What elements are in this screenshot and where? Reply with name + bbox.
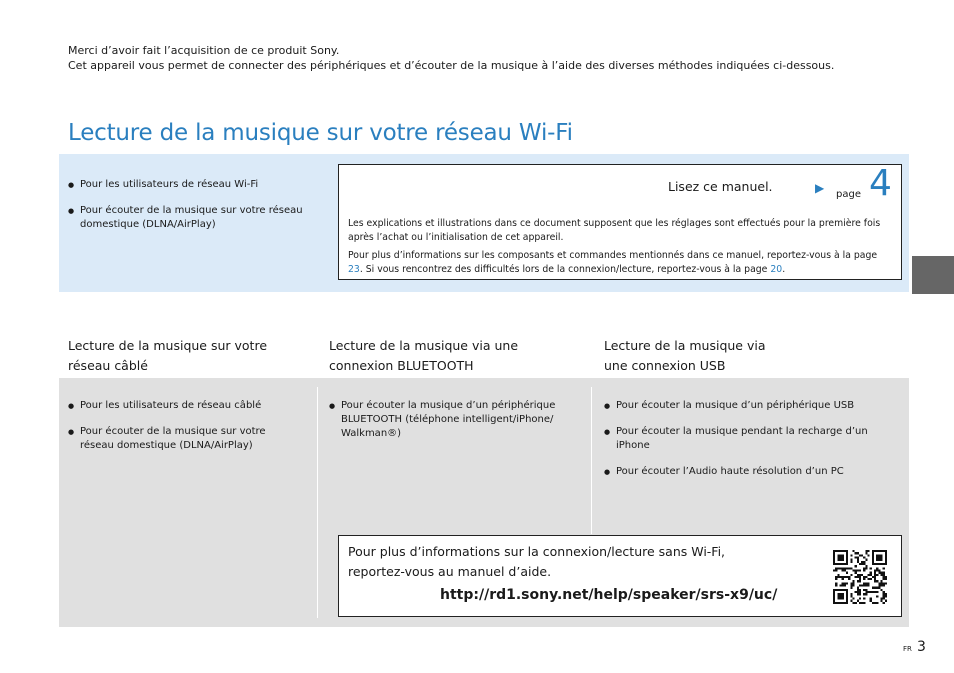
help-description [348, 542, 725, 582]
heading-line: connexion BLUETOOTH [329, 358, 474, 373]
list-item: ● Pour écouter la musique d’un périphérique BLUETOOTH (téléphone intelligent/iPhone/ Walkman®) [329, 399, 569, 441]
list-item: ● Pour écouter de la musique sur votre réseau domestique (DLNA/AirPlay) [68, 204, 323, 232]
manual-paragraph-2 [348, 249, 888, 277]
paragraph-text: Pour plus d’informations sur les composants et commandes mentionnés dans ce manuel, reportez-vous à la page [348, 250, 878, 261]
side-tab-marker [912, 256, 954, 294]
help-guide-box [338, 535, 902, 617]
paragraph-text: . Si vous rencontrez des difficultés lors de la connexion/lecture, reportez-vous à la page [359, 264, 771, 275]
qr-code-icon[interactable] [833, 550, 887, 604]
usb-bullet-list [604, 399, 889, 491]
help-line: reportez-vous au manuel d’aide. [348, 564, 552, 579]
wired-bullet-list [68, 399, 300, 465]
page-number: 4 [869, 163, 892, 204]
manual-reference-box [338, 164, 902, 280]
column-divider [317, 387, 318, 618]
heading-line: réseau câblé [68, 358, 148, 373]
list-item: ● Pour écouter la musique pendant la recharge d’un iPhone [604, 425, 889, 453]
intro-line-1: Merci d’avoir fait l’acquisition de ce produit Sony. [68, 44, 340, 57]
play-arrow-icon: ▶ [815, 181, 825, 195]
bluetooth-heading [329, 336, 518, 376]
page-folio [903, 636, 926, 655]
page-link-20[interactable]: 20 [770, 264, 783, 275]
bluetooth-bullet-list [329, 399, 569, 453]
help-guide-link[interactable]: http://rd1.sony.net/help/speaker/srs-x9/uc/ [440, 587, 778, 603]
wifi-section-title: Lecture de la musique sur votre réseau Wi-Fi [68, 120, 573, 146]
intro-line-2: Cet appareil vous permet de connecter des périphériques et d’écouter de la musique à l’aide des diverses méthodes indiquées ci-dessous. [68, 59, 835, 72]
list-item: ● Pour écouter la musique d’un périphérique USB [604, 399, 889, 413]
list-item: ● Pour les utilisateurs de réseau Wi-Fi [68, 178, 323, 192]
intro-text [68, 43, 834, 73]
wired-heading [68, 336, 267, 376]
page-link-23[interactable]: 23 [348, 264, 360, 275]
heading-line: Lecture de la musique via [604, 338, 766, 353]
column-divider [591, 387, 592, 534]
list-item: ● Pour écouter de la musique sur votre réseau domestique (DLNA/AirPlay) [68, 425, 300, 453]
page-number-footer: 3 [916, 639, 926, 655]
usb-heading [604, 336, 766, 376]
heading-line: une connexion USB [604, 358, 726, 373]
page-word: page [836, 189, 861, 200]
list-item: ● Pour les utilisateurs de réseau câblé [68, 399, 300, 413]
help-line: Pour plus d’informations sur la connexion/lecture sans Wi-Fi, [348, 544, 726, 559]
manual-description [348, 217, 888, 281]
wifi-bullet-list [68, 178, 323, 244]
paragraph-text: . [782, 264, 786, 275]
language-code: FR [903, 645, 912, 653]
list-item: ● Pour écouter l’Audio haute résolution d’un PC [604, 465, 889, 479]
manual-paragraph-1: Les explications et illustrations dans ce document supposent que les réglages sont effectués pour la première fois après l’achat ou l’initialisation de cet appareil. [348, 218, 881, 243]
heading-line: Lecture de la musique via une [329, 338, 519, 353]
read-manual-label: Lisez ce manuel. [668, 179, 773, 194]
heading-line: Lecture de la musique sur votre [68, 338, 268, 353]
